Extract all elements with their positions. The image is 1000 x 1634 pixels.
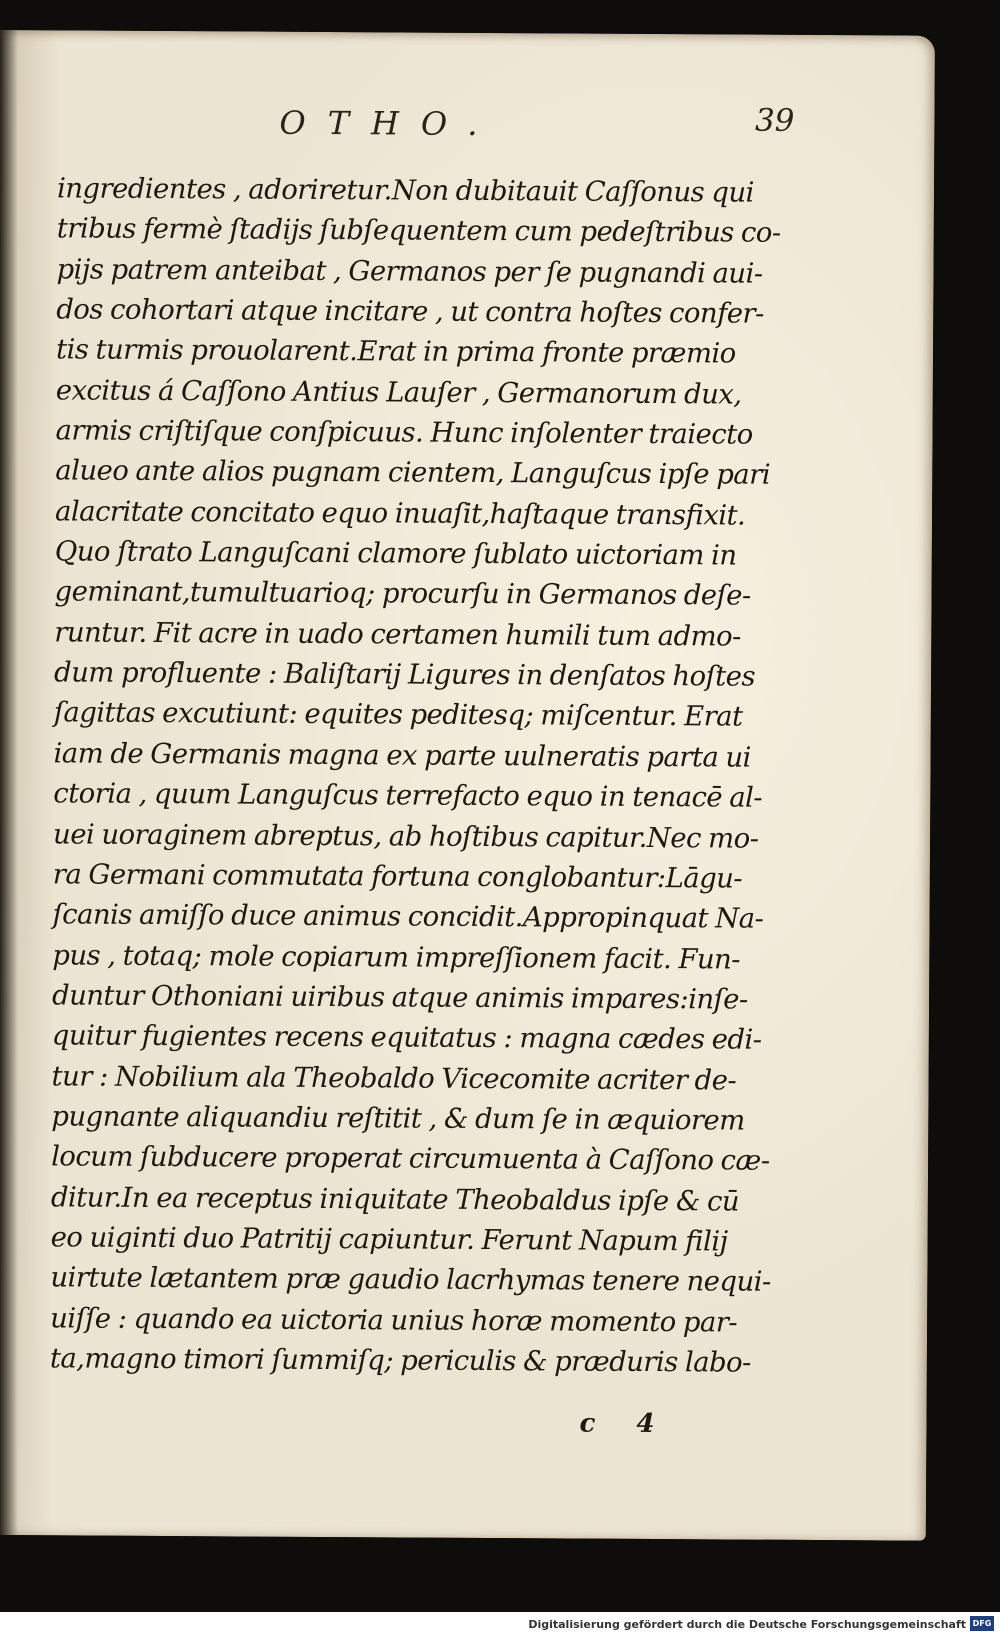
text-line: runtur. Fit acre in uado certamen humili tum admo- bbox=[54, 616, 741, 653]
text-line: Quo ſtrato Languſcani clamore ſublato uictoriam in bbox=[54, 535, 737, 572]
footer-bar bbox=[0, 1612, 1000, 1634]
text-line: ſcanis amiſſo duce animus concidit.Appropinquat Na- bbox=[52, 898, 764, 935]
dfg-logo: DFG bbox=[970, 1616, 994, 1631]
text-line: ta,magno timori ſummiſq; periculis & præduris labo- bbox=[49, 1342, 751, 1379]
body-text bbox=[49, 168, 781, 1383]
book-page bbox=[0, 30, 935, 1541]
text-line: ſagittas excutiunt: equites peditesq; miſcentur. Erat bbox=[53, 696, 743, 734]
text-line: excitus á Caſſono Antius Lauſer , Germanorum dux, bbox=[55, 374, 742, 411]
text-line: pugnante aliquandiu reſtitit , & dum ſe in æquiorem bbox=[51, 1100, 745, 1137]
text-line: armis criſtiſque conſpicuus. Hunc inſolenter traiecto bbox=[55, 414, 753, 451]
page-number: 39 bbox=[754, 102, 795, 139]
text-line: ctoria , quum Languſcus terrefacto equo in tenacē al- bbox=[53, 777, 763, 814]
text-line: quitur fugientes recens equitatus : magna cædes edi- bbox=[51, 1019, 762, 1056]
text-line: ra Germani commutata fortuna conglobantur:Lāgu- bbox=[52, 858, 743, 895]
text-line: dos cohortari atque incitare , ut contra hoſtes confer- bbox=[56, 293, 764, 330]
text-line: geminant,tumultuarioq; procurſu in Germanos deſe- bbox=[54, 575, 751, 613]
book-gutter bbox=[0, 30, 18, 1535]
text-line: alueo ante alios pugnam cientem, Languſcus ipſe pari bbox=[55, 454, 771, 492]
text-line: tribus fermè ſtadijs ſubſequentem cum pedeſtribus co- bbox=[56, 212, 781, 250]
text-line: iam de Germanis magna ex parte uulneratis parta ui bbox=[53, 737, 751, 774]
text-line: pus , totaq; mole copiarum impreſſionem facit. Fun- bbox=[52, 938, 741, 976]
text-line: alacritate concitato equo inuaſit,haſtaque transfixit. bbox=[54, 495, 746, 532]
text-line: ingredientes , adoriretur.Non dubitauit Caſſonus qui bbox=[56, 172, 754, 209]
text-line: pijs patrem anteibat , Germanos per ſe pugnandi aui- bbox=[56, 253, 763, 290]
text-line: ditur.In ea receptus iniquitate Theobaldus ipſe & cū bbox=[50, 1180, 740, 1218]
text-line: locum ſubducere properat circumuenta à Caſſono cæ- bbox=[51, 1140, 770, 1177]
text-line: uei uoraginem abreptus, ab hoſtibus capitur.Nec mo- bbox=[52, 817, 759, 855]
text-line: uirtute lætantem præ gaudio lacrhymas tenere nequi- bbox=[50, 1261, 771, 1299]
funding-credit: Digitalisierung gefördert durch die Deutsche Forschungsgemeinschaft bbox=[528, 1618, 966, 1631]
text-line: tis turmis prouolarent.Erat in prima fronte præmio bbox=[55, 333, 736, 370]
page-header bbox=[60, 102, 795, 144]
text-line: tur : Nobilium ala Theobaldo Vicecomite acriter de- bbox=[51, 1059, 737, 1097]
text-line: dum profluente : Baliſtarij Ligures in denſatos hoſtes bbox=[53, 656, 756, 693]
signature-mark: c 4 bbox=[579, 1408, 671, 1440]
running-head: OTHO. bbox=[279, 103, 500, 144]
text-line: eo uiginti duo Patritij capiuntur. Ferunt Napum filij bbox=[50, 1221, 728, 1258]
text-line: uiſſe : quando ea uictoria unius horæ momento par- bbox=[50, 1301, 738, 1339]
text-line: duntur Othoniani uiribus atque animis impares:inſe- bbox=[52, 979, 748, 1016]
